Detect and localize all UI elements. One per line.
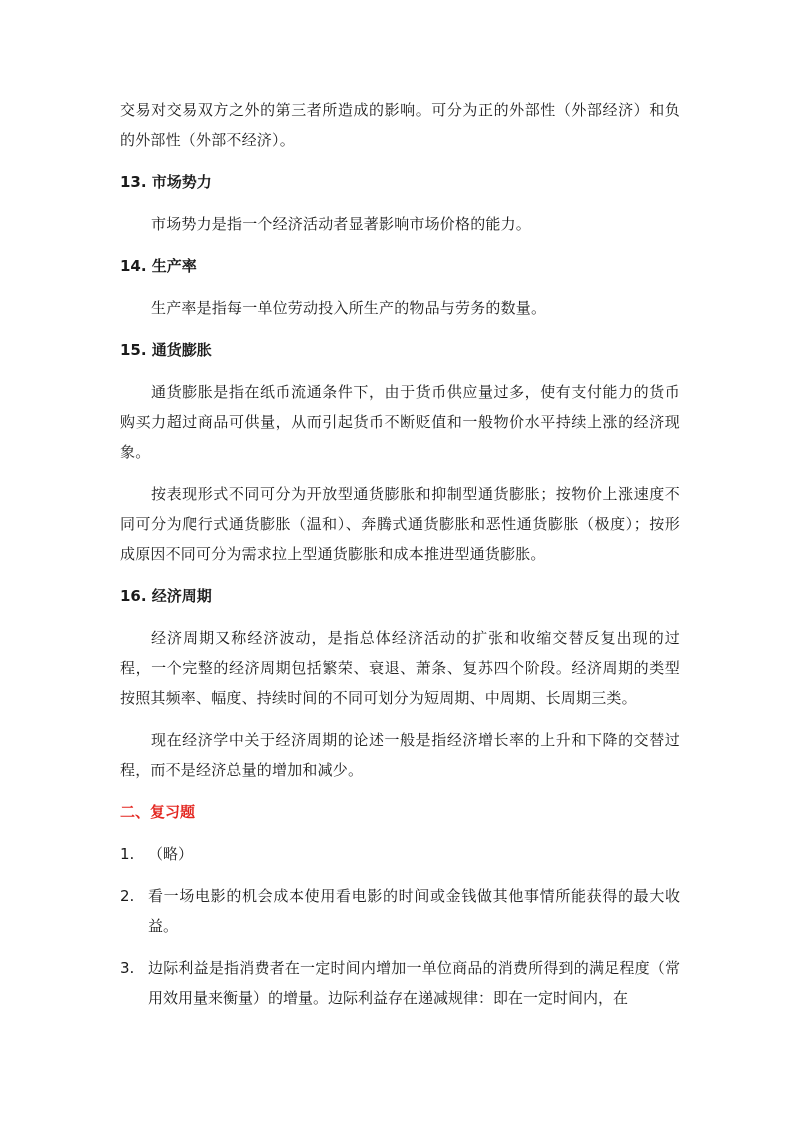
term-13: [120, 167, 680, 239]
review-item: [120, 839, 680, 869]
item-text: （略）: [148, 845, 194, 863]
term-14: [120, 251, 680, 323]
term-paragraph: 经济周期又称经济波动，是指总体经济活动的扩张和收缩交替反复出现的过程，一个完整的经济周期包括繁荣、衰退、萧条、复苏四个阶段。经济周期的类型按照其频率、幅度、持续时间的不同可划分为短周期、中周期、长周期三类。: [120, 629, 680, 707]
term-heading: 14. 生产率: [120, 257, 197, 275]
section-heading: 二、复习题: [120, 803, 196, 821]
item-number: 1.: [120, 845, 135, 863]
review-item: [120, 953, 680, 1013]
item-number: 2.: [120, 887, 135, 905]
term-paragraph: 市场势力是指一个经济活动者显著影响市场价格的能力。: [151, 215, 532, 233]
item-number: 3.: [120, 959, 135, 977]
term-paragraph: 现在经济学中关于经济周期的论述一般是指经济增长率的上升和下降的交替过程，而不是经济总量的增加和减少。: [120, 731, 680, 779]
term-paragraph: 按表现形式不同可分为开放型通货膨胀和抑制型通货膨胀；按物价上涨速度不同可分为爬行式通货膨胀（温和）、奔腾式通货膨胀和恶性通货膨胀（极度）；按形成原因不同可分为需求拉上型通货膨胀和成本推进型通货膨胀。: [120, 485, 680, 563]
item-text: 看一场电影的机会成本使用看电影的时间或金钱做其他事情所能获得的最大收益。: [148, 887, 680, 935]
review-item: [120, 881, 680, 941]
term-16: [120, 581, 680, 785]
document-page: [120, 95, 680, 1025]
intro-paragraph: 交易对交易双方之外的第三者所造成的影响。可分为正的外部性（外部经济）和负的外部性（外部不经济）。: [120, 101, 680, 149]
review-section: [120, 797, 680, 1013]
term-heading: 16. 经济周期: [120, 587, 212, 605]
term-heading: 13. 市场势力: [120, 173, 212, 191]
term-paragraph: 生产率是指每一单位劳动投入所生产的物品与劳务的数量。: [151, 299, 547, 317]
term-heading: 15. 通货膨胀: [120, 341, 212, 359]
term-15: [120, 335, 680, 569]
item-text: 边际利益是指消费者在一定时间内增加一单位商品的消费所得到的满足程度（常用效用量来衡量）的增量。边际利益存在递减规律：即在一定时间内，在: [148, 959, 680, 1007]
term-paragraph: 通货膨胀是指在纸币流通条件下，由于货币供应量过多，使有支付能力的货币购买力超过商品可供量，从而引起货币不断贬值和一般物价水平持续上涨的经济现象。: [120, 383, 680, 461]
